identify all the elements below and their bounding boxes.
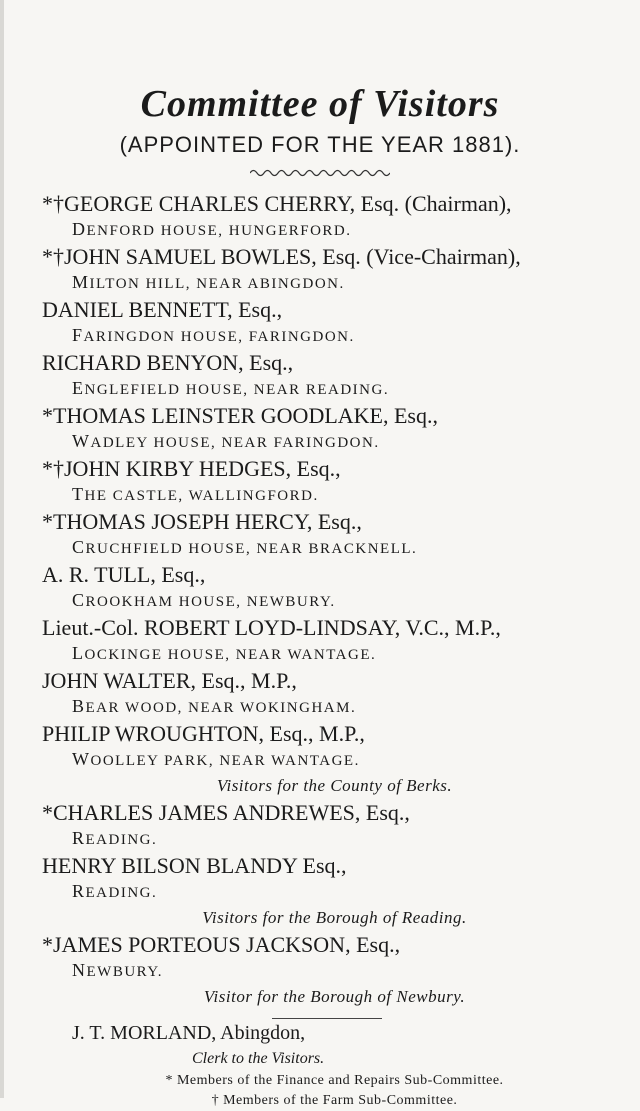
member-address: ENGLEFIELD HOUSE, NEAR READING. <box>72 378 390 398</box>
member-address: READING. <box>72 881 158 901</box>
member-address: NEWBURY. <box>72 960 163 980</box>
member-address: THE CASTLE, WALLINGFORD. <box>72 484 319 504</box>
member-entry <box>42 243 627 296</box>
committee-list <box>42 190 627 1111</box>
member-name: HENRY BILSON BLANDY Esq., <box>42 853 347 878</box>
member-address: MILTON HILL, NEAR ABINGDON. <box>72 272 345 292</box>
member-address: BEAR WOOD, NEAR WOKINGHAM. <box>72 696 357 716</box>
member-name: *†GEORGE CHARLES CHERRY, Esq. (Chairman), <box>42 191 512 216</box>
member-name: *JAMES PORTEOUS JACKSON, Esq., <box>42 932 401 957</box>
footnote-finance: * Members of the Finance and Repairs Sub-Committee. <box>165 1073 504 1088</box>
page-edge <box>0 0 4 1098</box>
member-name: A. R. TULL, Esq., <box>42 562 206 587</box>
member-entry <box>42 296 627 349</box>
member-entry <box>42 720 627 773</box>
member-name: PHILIP WROUGHTON, Esq., M.P., <box>42 721 365 746</box>
ornament-squiggle <box>250 168 390 178</box>
member-address: WOOLLEY PARK, NEAR WANTAGE. <box>72 749 360 769</box>
member-name: *THOMAS LEINSTER GOODLAKE, Esq., <box>42 403 438 428</box>
page-title: Committee of Visitors <box>140 83 500 125</box>
section-heading-reading: Visitors for the Borough of Reading. <box>202 908 467 927</box>
page-subtitle: (APPOINTED FOR THE YEAR 1881). <box>119 132 521 157</box>
member-address: WADLEY HOUSE, NEAR FARINGDON. <box>72 431 380 451</box>
member-address: DENFORD HOUSE, HUNGERFORD. <box>72 219 352 239</box>
member-entry <box>42 852 627 905</box>
footnote-farm: † Members of the Farm Sub-Committee. <box>211 1093 458 1108</box>
member-entry <box>42 402 627 455</box>
member-entry <box>42 614 627 667</box>
member-name: *THOMAS JOSEPH HERCY, Esq., <box>42 509 362 534</box>
member-entry <box>42 349 627 402</box>
member-name: RICHARD BENYON, Esq., <box>42 350 294 375</box>
section-heading-county: Visitors for the County of Berks. <box>216 776 453 795</box>
member-entry <box>42 561 627 614</box>
member-address: CROOKHAM HOUSE, NEWBURY. <box>72 590 336 610</box>
clerk-name: J. T. MORLAND, Abingdon, <box>72 1022 306 1044</box>
member-address: LOCKINGE HOUSE, NEAR WANTAGE. <box>72 643 377 663</box>
member-name: *†JOHN SAMUEL BOWLES, Esq. (Vice-Chairman), <box>42 244 521 269</box>
section-heading-newbury: Visitor for the Borough of Newbury. <box>203 987 466 1006</box>
member-entry <box>42 931 627 984</box>
member-address: CRUCHFIELD HOUSE, NEAR BRACKNELL. <box>72 537 418 557</box>
member-entry <box>42 190 627 243</box>
member-entry <box>42 799 627 852</box>
member-name: JOHN WALTER, Esq., M.P., <box>42 668 297 693</box>
member-name: *CHARLES JAMES ANDREWES, Esq., <box>42 800 410 825</box>
member-entry <box>42 455 627 508</box>
member-entry <box>42 667 627 720</box>
member-name: Lieut.-Col. ROBERT LOYD-LINDSAY, V.C., M.P., <box>42 615 501 640</box>
member-name: *†JOHN KIRBY HEDGES, Esq., <box>42 456 341 481</box>
member-entry <box>42 508 627 561</box>
member-address: READING. <box>72 828 158 848</box>
member-address: FARINGDON HOUSE, FARINGDON. <box>72 325 355 345</box>
clerk-role: Clerk to the Visitors. <box>192 1050 325 1067</box>
member-name: DANIEL BENNETT, Esq., <box>42 297 283 322</box>
